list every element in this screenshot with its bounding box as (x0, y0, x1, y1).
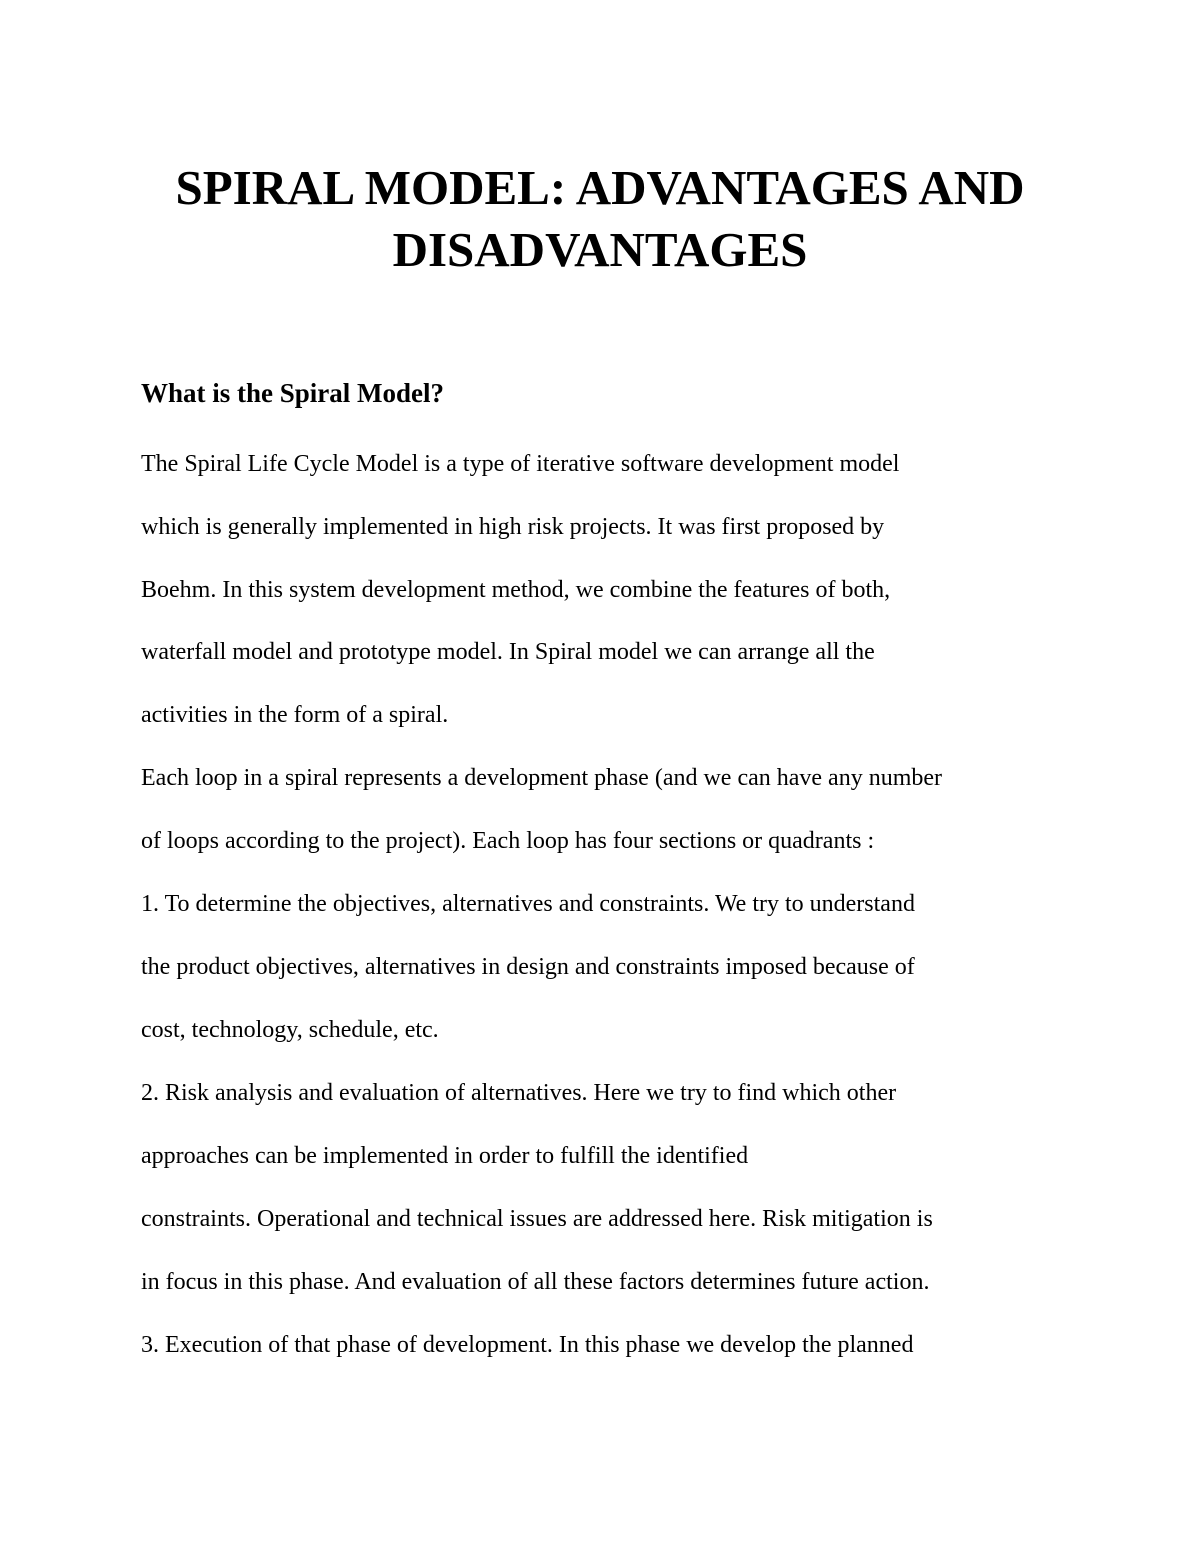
body-line-3: Boehm. In this system development method, we combine the features of both, (141, 577, 891, 603)
body-line-14: in focus in this phase. And evaluation of all these factors determines future action. (141, 1269, 930, 1295)
body-line-10: cost, technology, schedule, etc. (141, 1017, 439, 1043)
body-line-13: constraints. Operational and technical issues are addressed here. Risk mitigation is (141, 1206, 933, 1232)
body-line-1: The Spiral Life Cycle Model is a type of iterative software development model (141, 451, 900, 477)
section-heading: What is the Spiral Model? (141, 378, 445, 408)
body-line-9: the product objectives, alternatives in design and constraints imposed because of (141, 954, 915, 980)
body-line-4: waterfall model and prototype model. In Spiral model we can arrange all the (141, 639, 875, 665)
document-title-line-1: SPIRAL MODEL: ADVANTAGES AND (175, 160, 1025, 215)
document-title-line-2: DISADVANTAGES (392, 222, 808, 277)
body-line-2: which is generally implemented in high risk projects. It was first proposed by (141, 514, 885, 540)
body-line-8: 1. To determine the objectives, alternatives and constraints. We try to understand (141, 891, 915, 917)
body-line-7: of loops according to the project). Each loop has four sections or quadrants : (141, 828, 875, 854)
body-line-5: activities in the form of a spiral. (141, 702, 449, 728)
body-line-15: 3. Execution of that phase of development. In this phase we develop the planned (141, 1332, 914, 1358)
body-line-12: approaches can be implemented in order to fulfill the identified (141, 1143, 749, 1169)
body-line-6: Each loop in a spiral represents a development phase (and we can have any number (141, 765, 943, 791)
body-line-11: 2. Risk analysis and evaluation of alternatives. Here we try to find which other (141, 1080, 897, 1106)
